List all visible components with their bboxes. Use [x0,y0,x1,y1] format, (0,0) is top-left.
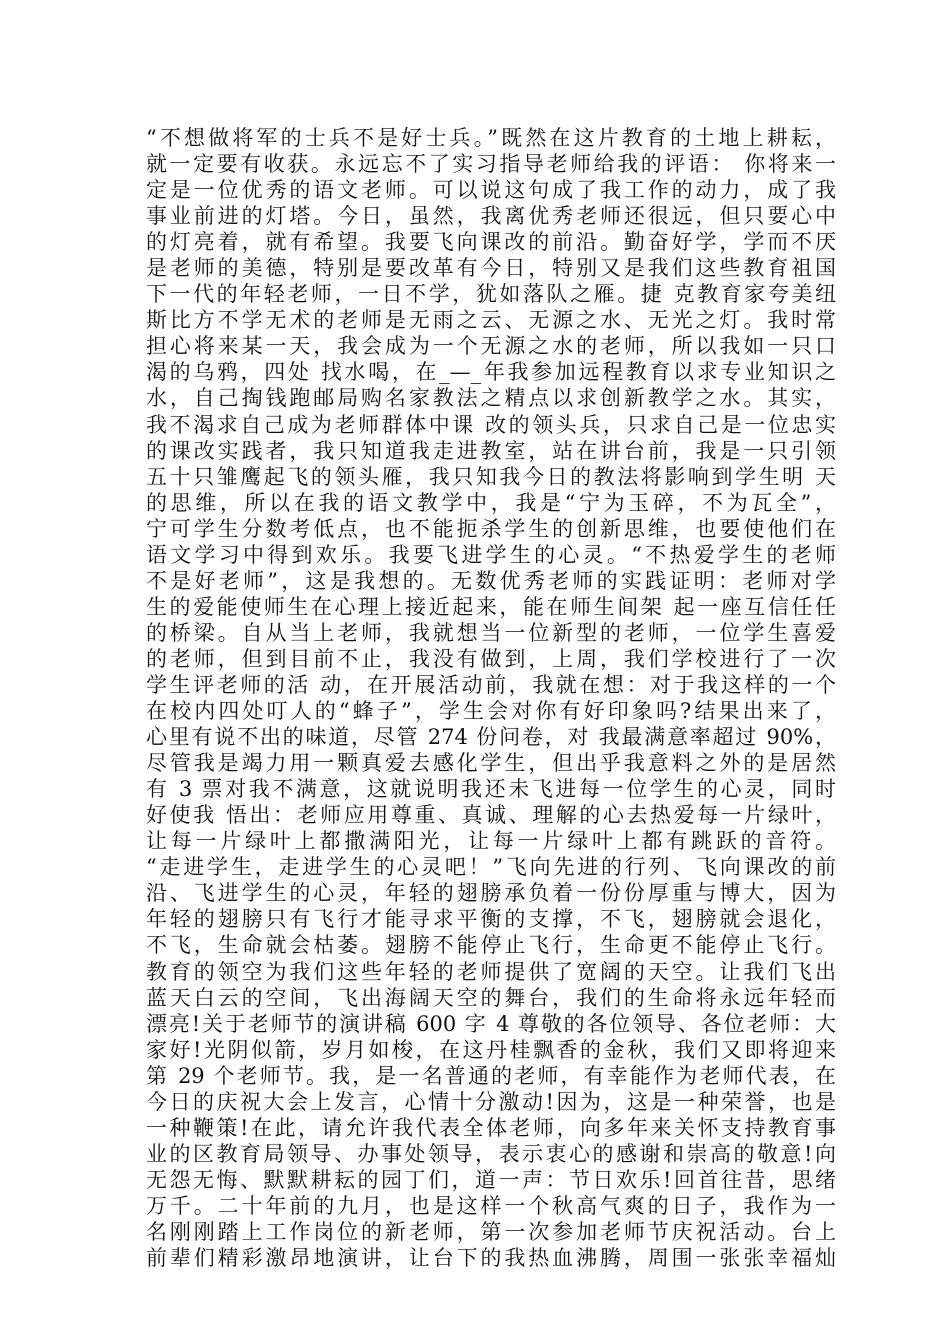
text-line: 尽管我是竭力用一颗真爱去感化学生，但出乎我意料之外的是居然 [146,751,836,776]
text-line: 前辈们精彩激昂地演讲，让台下的我热血沸腾，周围一张张幸福灿 [146,1246,836,1271]
text-line: 名刚刚踏上工作岗位的新老师，第一次参加老师节庆祝活动。台上 [146,1219,836,1244]
text-line: “走进学生，走进学生的心灵吧！”飞向先进的行列、飞向课改的前 [146,855,836,880]
text-line: 定是一位优秀的语文老师。可以说这句成了我工作的动力，成了我 [146,178,836,203]
text-line: 万千。二十年前的九月，也是这样一个秋高气爽的日子，我作为一 [146,1193,836,1218]
text-line: 蓝天白云的空间，飞出海阔天空的舞台，我们的生命将永远年轻而 [146,985,836,1010]
text-line: 学生评老师的活 动，在开展活动前，我就在想：对于我这样的一个 [146,672,836,697]
text-line: 教育的领空为我们这些年轻的老师提供了宽阔的天空。让我们飞出 [146,959,836,984]
text-line: 好使我 悟出：老师应用尊重、真诚、理解的心去热爱每一片绿叶， [146,803,836,828]
text-line: 担心将来某一天，我会成为一个无源之水的老师，所以我如一只口 [146,334,836,359]
text-line: 业的区教育局领导、办事处领导，表示衷心的感谢和崇高的敬意!向 [146,1141,836,1166]
text-line: 事业前进的灯塔。今日，虽然，我离优秀老师还很远，但只要心中 [146,204,836,229]
text-line: 无怨无悔、默默耕耘的园丁们，道一声：节日欢乐!回首往昔，思绪 [146,1167,836,1192]
text-line: 斯比方不学无术的老师是无雨之云、无源之水、无光之灯。我时常 [146,308,836,333]
text-line: 年轻的翅膀只有飞行才能寻求平衡的支撑，不飞，翅膀就会退化， [146,907,836,932]
text-line: 的思维，所以在我的语文教学中，我是“宁为玉碎，不为瓦全”， [146,490,836,515]
text-line: 宁可学生分数考低点，也不能扼杀学生的创新思维，也要使他们在 [146,516,836,541]
text-line: 在校内四处叮人的“蜂子”，学生会对你有好印象吗?结果出来了， [146,699,836,724]
text-line: 漂亮!关于老师节的演讲稿 600 字 4 尊敬的各位领导、各位老师：大 [146,1011,836,1036]
text-line: 的课改实践者，我只知道我走进教室，站在讲台前，我是一只引领 [146,438,836,463]
body-text [146,125,836,1271]
text-line: 让每一片绿叶上都撒满阳光，让每一片绿叶上都有跳跃的音符。 [146,829,836,854]
text-line: 有 3 票对我不满意，这就说明我还未飞进每一位学生的心灵，同时 [146,777,836,802]
text-line: 我不渴求自己成为老师群体中课 改的领头兵，只求自己是一位忠实 [146,412,836,437]
text-line: 沿、飞进学生的心灵，年轻的翅膀承负着一份份厚重与博大，因为 [146,881,836,906]
text-line: 的老师，但到目前不止，我没有做到，上周，我们学校进行了一次 [146,646,836,671]
text-line: 下一代的年轻老师，一日不学，犹如落队之雁。捷 克教育家夸美纽 [146,282,836,307]
text-line: 不飞，生命就会枯萎。翅膀不能停止飞行，生命更不能停止飞行。 [146,933,836,958]
text-line: 第 29 个老师节。我，是一名普通的老师，有幸能作为老师代表，在 [146,1063,836,1088]
text-line: 家好!光阴似箭，岁月如梭，在这丹桂飘香的金秋，我们又即将迎来 [146,1037,836,1062]
text-line: 一种鞭策!在此，请允许我代表全体老师，向多年来关怀支持教育事 [146,1115,836,1140]
text-line: 心里有说不出的味道，尽管 274 份问卷，对 我最满意率超过 90%， [146,725,836,750]
text-line: 水，自己掏钱跑邮局购名家教法之精点以求创新教学之水。其实， [146,386,836,411]
text-line: 就一定要有收获。永远忘不了实习指导老师给我的评语： 你将来一 [146,152,836,177]
text-line: 今日的庆祝大会上发言，心情十分激动!因为，这是一种荣誉，也是 [146,1089,836,1114]
text-line: 渴的乌鸦，四处 找水喝，在_—_年我参加远程教育以求专业知识之 [146,360,836,385]
text-line: 生的爱能使师生在心理上接近起来，能在师生间架 起一座互信任任 [146,594,836,619]
text-line: 的桥梁。自从当上老师，我就想当一位新型的老师，一位学生喜爱 [146,620,836,645]
text-line: “不想做将军的士兵不是好士兵。”既然在这片教育的土地上耕耘， [146,126,836,150]
text-line: 五十只雏鹰起飞的领头雁，我只知我今日的教法将影响到学生明 天 [146,464,836,489]
text-line: 是老师的美德，特别是要改革有今日，特别又是我们这些教育祖国 [146,256,836,281]
text-line: 的灯亮着，就有希望。我要飞向课改的前沿。勤奋好学，学而不厌 [146,230,836,255]
text-line: 语文学习中得到欢乐。我要飞进学生的心灵。“不热爱学生的老师 [146,542,836,567]
text-line: 不是好老师”，这是我想的。无数优秀老师的实践证明：老师对学 [146,568,836,593]
